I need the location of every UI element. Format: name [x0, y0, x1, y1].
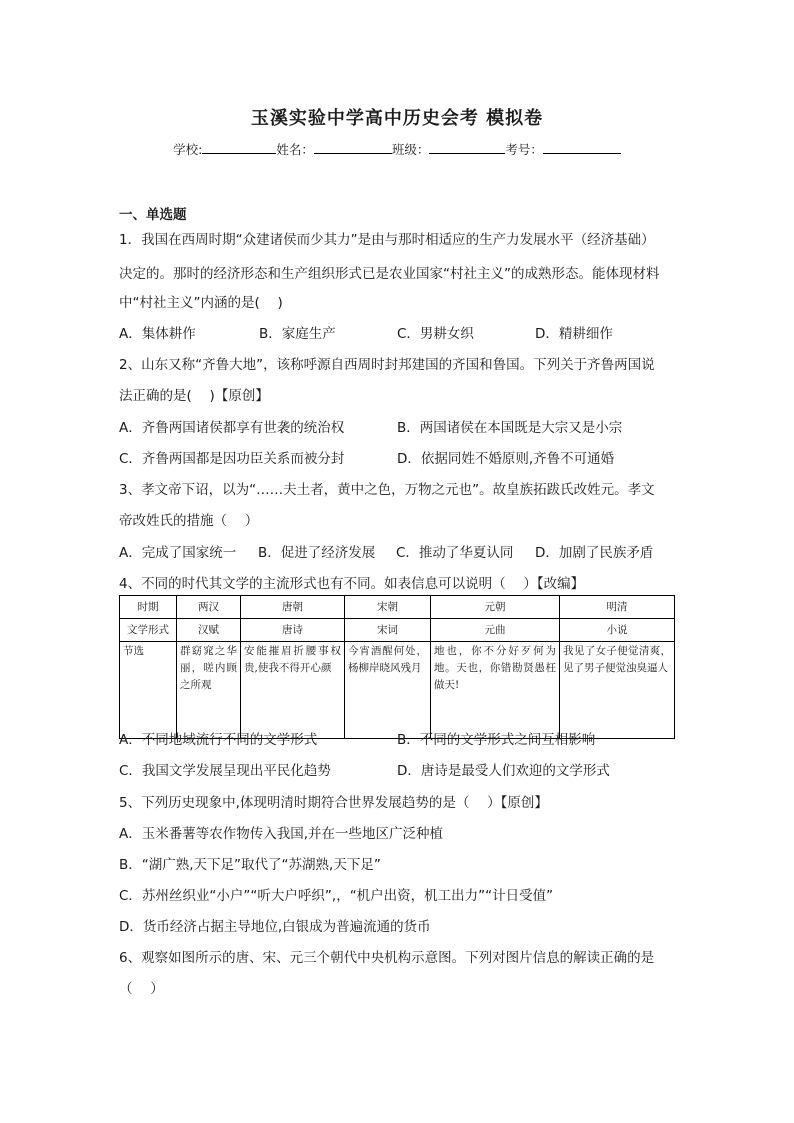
table-cell: 两汉 [177, 596, 241, 619]
q4-option-c[interactable]: C．我国文学发展呈现出平民化趋势 [119, 763, 331, 779]
table-cell: 时期 [120, 596, 177, 619]
table-row-period [120, 596, 675, 619]
question-2-options-row-1 [119, 416, 679, 436]
question-4-line: 4、不同的时代其文学的主流形式也有不同。如表信息可以说明（ ）【改编】 [119, 576, 585, 592]
q3-option-b[interactable]: B．促进了经济发展 [258, 545, 376, 561]
table-cell: 节选 [120, 642, 177, 739]
q2-option-d[interactable]: D．依据同姓不婚原则,齐鲁不可通婚 [397, 451, 615, 467]
table-cell: 安能摧眉折腰事权贵,使我不得开心颜 [241, 642, 345, 739]
q1-option-d[interactable]: D．精耕细作 [535, 326, 613, 342]
question-6-line-1: 6、观察如图所示的唐、宋、元三个朝代中央机构示意图。下列对图片信息的解读正确的是 [119, 950, 655, 966]
table-cell: 唐朝 [241, 596, 345, 619]
q5-option-c[interactable]: C．苏州丝织业“小户”“听大户呼织”,，“机户出资，机工出力”“计日受值” [119, 888, 554, 904]
question-3-line-1: 3、孝文帝下诏，以为“……夫土者，黄中之色，万物之元也”。故皇族拓跋氏改姓元。孝文 [119, 482, 655, 498]
q1-option-a[interactable]: A．集体耕作 [119, 326, 196, 342]
q4-option-d[interactable]: D．唐诗是最受人们欢迎的文学形式 [397, 763, 610, 779]
table-cell: 小说 [560, 619, 675, 642]
table-cell: 明清 [560, 596, 675, 619]
q5-option-a[interactable]: A．玉米番薯等农作物传入我国,并在一些地区广泛种植 [119, 826, 444, 842]
q5-option-d[interactable]: D．货币经济占据主导地位,白银成为普遍流通的货币 [119, 919, 431, 935]
name-label: 姓名： [276, 142, 314, 157]
table-cell: 元朝 [431, 596, 560, 619]
student-info-line [0, 139, 794, 158]
question-1-line-3: 中“村社主义”内涵的是( ) [119, 295, 283, 311]
q5-option-b[interactable]: B．“湖广熟,天下足”取代了“苏湖熟,天下足” [119, 857, 381, 873]
table-cell: 唐诗 [241, 619, 345, 642]
table-cell: 宋词 [345, 619, 431, 642]
question-2-line-2: 法正确的是( )【原创】 [119, 388, 269, 404]
exam-title: 玉溪实验中学高中历史会考 模拟卷 [250, 108, 544, 129]
question-4-options-row-2 [119, 759, 679, 779]
q4-option-a[interactable]: A．不同地域流行不同的文学形式 [119, 732, 318, 748]
q1-option-c[interactable]: C．男耕女织 [397, 326, 474, 342]
q1-option-b[interactable]: B．家庭生产 [259, 326, 336, 342]
question-5-line: 5、下列历史现象中,体现明清时期符合世界发展趋势的是（ ）【原创】 [119, 795, 548, 811]
question-4-options-row-1 [119, 728, 679, 748]
table-cell: 宋朝 [345, 596, 431, 619]
table-cell: 群窈窕之华丽，嗟内顾之所观 [177, 642, 241, 739]
q2-option-a[interactable]: A．齐鲁两国诸侯都享有世袭的统治权 [119, 420, 345, 436]
q3-option-c[interactable]: C．推动了华夏认同 [396, 545, 514, 561]
q4-option-b[interactable]: B．不同的文学形式之间互相影响 [397, 732, 596, 748]
question-1-line-1: 1．我国在西周时期“众建诸侯而少其力”是由与那时相适应的生产力发展水平（经济基础） [119, 232, 655, 248]
exam-no-label: 考号： [505, 142, 543, 157]
table-cell: 今宵酒醒何处，杨柳岸晓风残月 [345, 642, 431, 739]
class-label: 班级： [391, 142, 430, 157]
question-1-options [119, 322, 679, 342]
class-blank[interactable] [429, 139, 505, 154]
question-3-line-2: 帝改姓氏的措施（ ） [119, 513, 259, 529]
table-cell: 汉赋 [177, 619, 241, 642]
section-title: 一、单选题 [119, 207, 187, 223]
table-cell: 我见了女子便觉清爽，见了男子便觉浊臭逼人 [560, 642, 675, 739]
table-cell: 文学形式 [120, 619, 177, 642]
table-row-excerpt [120, 642, 675, 739]
exam-no-blank[interactable] [543, 139, 621, 154]
question-1-line-2: 决定的。那时的经济形态和生产组织形式已是农业国家“村社主义”的成熟形态。能体现材料 [119, 266, 660, 282]
q3-option-d[interactable]: D．加剧了民族矛盾 [535, 545, 654, 561]
question-2-options-row-2 [119, 447, 679, 467]
q2-option-c[interactable]: C．齐鲁两国都是因功臣关系而被分封 [119, 451, 345, 467]
table-cell: 地也，你不分好歹何为地。天也，你错勘贤愚枉做天! [431, 642, 560, 739]
q2-option-b[interactable]: B．两国诸侯在本国既是大宗又是小宗 [397, 420, 623, 436]
school-label: 学校: [173, 142, 203, 157]
question-3-options [119, 541, 679, 561]
q3-option-a[interactable]: A．完成了国家统一 [119, 545, 237, 561]
question-2-line-1: 2、山东又称“齐鲁大地”，该称呼源自西周时封邦建国的齐国和鲁国。下列关于齐鲁两国说 [119, 357, 655, 373]
table-row-form [120, 619, 675, 642]
table-cell: 元曲 [431, 619, 560, 642]
question-6-line-2: （ ） [119, 981, 164, 997]
school-blank[interactable] [202, 139, 276, 154]
name-blank[interactable] [314, 139, 392, 154]
literature-table [119, 595, 675, 739]
